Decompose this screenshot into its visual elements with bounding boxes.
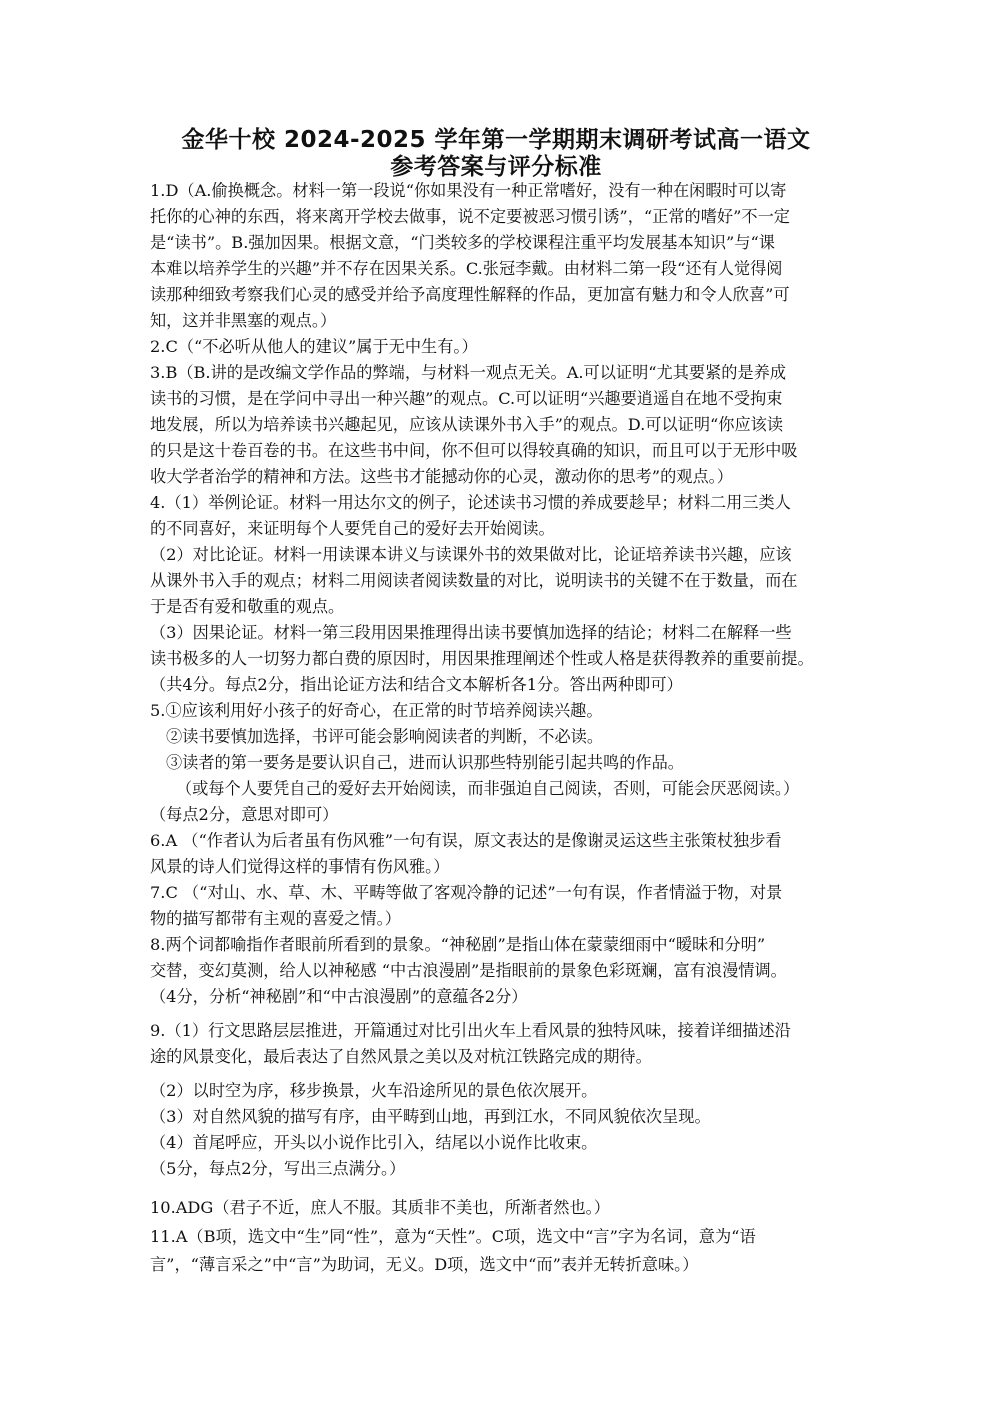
answer-text-line: （或每个人要凭自己的爱好去开始阅读，而非强迫自己阅读，否则，可能会厌恶阅读。） — [176, 779, 800, 798]
answer-text-line: （2）以时空为序，移步换景，火车沿途所见的景色依次展开。 — [150, 1081, 598, 1100]
answer-text-line: 风景的诗人们觉得这样的事情有伤风雅。） — [150, 857, 450, 876]
answer-text-line: 2.C（“不必听从他人的建议”属于无中生有。） — [150, 337, 478, 356]
answer-text-line: 知，这并非黑塞的观点。） — [150, 311, 337, 330]
document-subtitle: 参考答案与评分标准 — [390, 154, 602, 180]
answer-text-line: 物的描写都带有主观的喜爱之情。） — [150, 909, 401, 928]
answer-text-line: （共4分。每点2分，指出论证方法和结合文本解析各1分。答出两种即可） — [150, 675, 683, 694]
document-title: 金华十校 2024-2025 学年第一学期期末调研考试高一语文 — [181, 127, 811, 153]
answer-text-line: 1.D（A.偷换概念。材料一第一段说“你如果没有一种正常嗜好，没有一种在闲暇时可以寄 — [150, 181, 787, 200]
answer-text-line: 的不同喜好，来证明每个人要凭自己的爱好去开始阅读。 — [150, 519, 555, 538]
answer-text-line: 从课外书入手的观点；材料二用阅读者阅读数量的对比，说明读书的关键不在于数量，而在 — [150, 571, 798, 590]
answer-text-line: 是“读书”。B.强加因果。根据文意，“门类较多的学校课程注重平均发展基本知识”与“课 — [150, 233, 775, 252]
answer-text-line: 8.两个词都喻指作者眼前所看到的景象。“神秘剧”是指山体在蒙蒙细雨中“暧昧和分明” — [150, 935, 766, 954]
answer-text-line: （4分，分析“神秘剧”和“中古浪漫剧”的意蕴各2分） — [150, 987, 528, 1006]
answer-text-line: 读书的习惯，是在学问中寻出一种兴趣”的观点。C.可以证明“兴趣要逍遥自在地不受拘束 — [150, 389, 783, 408]
answer-text-line: 地发展，所以为培养读书兴趣起见，应该从读课外书入手”的观点。D.可以证明“你应该读 — [150, 415, 784, 434]
answer-text-line: （3）对自然风貌的描写有序，由平畴到山地，再到江水，不同风貌依次呈现。 — [150, 1107, 711, 1126]
answer-text-line: 言”，“薄言采之”中“言”为助词，无义。D项，选文中“而”表并无转折意味。） — [150, 1255, 699, 1274]
answer-text-line: 交替，变幻莫测，给人以神秘感 “中古浪漫剧”是指眼前的景象色彩斑斓，富有浪漫情调。 — [150, 961, 787, 980]
answer-text-line: （2）对比论证。材料一用读课本讲义与读课外书的效果做对比，论证培养读书兴趣，应该 — [150, 545, 792, 564]
answer-text-line: 4.（1）举例论证。材料一用达尔文的例子，论述读书习惯的养成要趁早；材料二用三类人 — [150, 493, 791, 512]
answer-text-line: 本难以培养学生的兴趣”并不存在因果关系。C.张冠李戴。由材料二第一段“还有人觉得阅 — [150, 259, 783, 278]
answer-text-line: 3.B（B.讲的是改编文学作品的弊端，与材料一观点无关。A.可以证明“尤其要紧的是养成 — [150, 363, 787, 382]
answer-text-line: 读那种细致考察我们心灵的感受并给予高度理性解释的作品，更加富有魅力和令人欣喜”可 — [150, 285, 790, 304]
answer-text-line: ③读者的第一要务是要认识自己，进而认识那些特别能引起共鸣的作品。 — [166, 753, 684, 772]
answer-text-line: ②读书要慎加选择，书评可能会影响阅读者的判断，不必读。 — [166, 727, 604, 746]
answer-text-line: 6.A （“作者认为后者虽有伤风雅”一句有误，原文表达的是像谢灵运这些主张策杖独步看 — [150, 831, 782, 850]
answer-text-line: 于是否有爱和敬重的观点。 — [150, 597, 345, 616]
answer-text-line: （3）因果论证。材料一第三段用因果推理得出读书要慎加选择的结论；材料二在解释一些 — [150, 623, 792, 642]
answer-text-line: 读书极多的人一切努力都白费的原因时，用因果推理阐述个性或人格是获得教养的重要前提。 — [150, 649, 814, 668]
answer-text-line: 途的风景变化，最后表达了自然风景之美以及对杭江铁路完成的期待。 — [150, 1047, 652, 1066]
answer-text-line: 10.ADG（君子不近，庶人不服。其质非不美也，所渐者然也。） — [150, 1198, 610, 1217]
answer-text-line: 7.C （“对山、水、草、木、平畴等做了客观冷静的记述”一句有误，作者情溢于物，对景 — [150, 883, 783, 902]
answer-text-line: 9.（1）行文思路层层推进，开篇通过对比引出火车上看风景的独特风味，接着详细描述沿 — [150, 1021, 791, 1040]
answer-text-line: 5.①应该利用好小孩子的好奇心，在正常的时节培养阅读兴趣。 — [150, 701, 603, 720]
answer-text-line: 托你的心神的东西，将来离开学校去做事，说不定要被恶习惯引诱”，“正常的嗜好”不一定 — [150, 207, 790, 226]
answer-text-line: （4）首尾呼应，开头以小说作比引入，结尾以小说作比收束。 — [150, 1133, 598, 1152]
answer-text-line: （每点2分，意思对即可） — [150, 805, 339, 824]
answer-text-line: 的只是这十卷百卷的书。在这些书中间，你不但可以得较真确的知识，而且可以于无形中吸 — [150, 441, 798, 460]
answer-text-line: 11.A（B项，选文中“生”同“性”，意为“天性”。C项，选文中“言”字为名词，意为“语 — [150, 1227, 756, 1246]
answer-text-line: 收大学者治学的精神和方法。这些书才能撼动你的心灵，激动你的思考”的观点。） — [150, 467, 733, 486]
answer-text-line: （5分，每点2分，写出三点满分。） — [150, 1159, 406, 1178]
